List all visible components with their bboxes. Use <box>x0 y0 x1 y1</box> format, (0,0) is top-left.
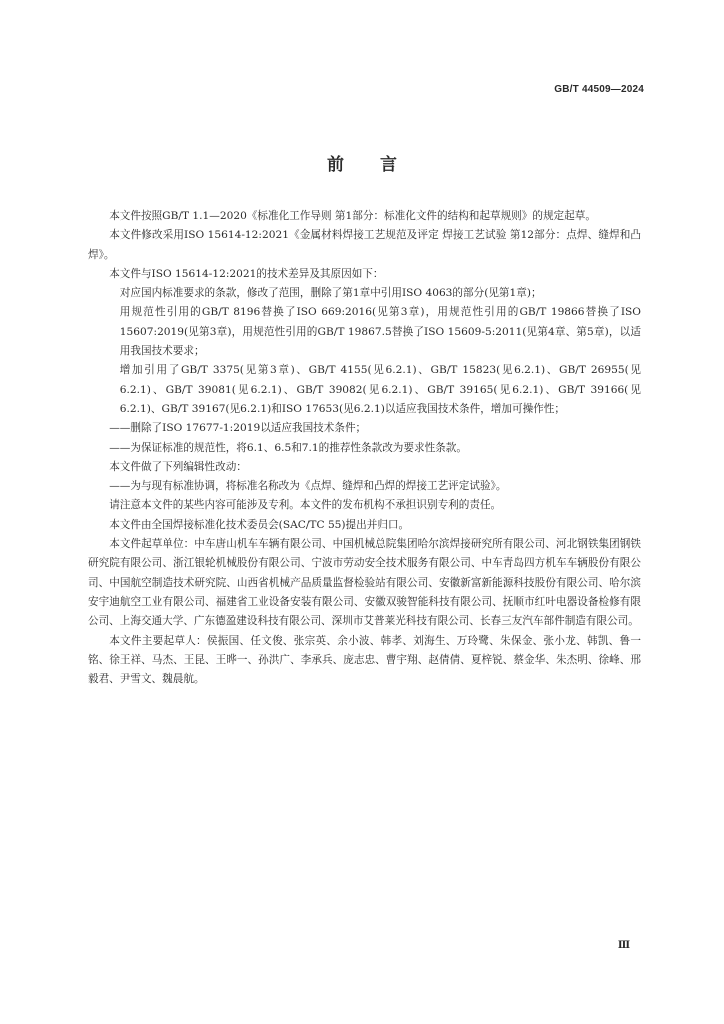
paragraph-editorial-intro: 本文件做了下列编辑性改动： <box>109 460 247 473</box>
paragraph-drafting-units: 本文件起草单位：中车唐山机车车辆有限公司、中国机械总院集团哈尔滨焊接研究所有限公司、河北钢铁集团钢铁研究院有限公司、浙江银轮机械股份有限公司、宁波市劳动安全技术服务有限公司、中车青岛四方机车车辆股份有限公司、中国航空制造技术研究院、山西省机械产品质量监督检验站有限公司、安徽新富新能源科技股份有限公司、哈尔滨安宇迪航空工业有限公司、福建省工业设备安装有限公司、安徽双骏智能科技有限公司、抚顺市红叶电器设备检修有限公司、上海交通大学、广东德盈建设科技有限公司、深圳市艾普莱光科技有限公司、长春三友汽车部件制造有限公司。 <box>88 538 641 628</box>
paragraph-patent-notice: 请注意本文件的某些内容可能涉及专利。本文件的发布机构不承担识别专利的责任。 <box>109 499 502 512</box>
difference-item-scope: 对应国内标准要求的条款，修改了范围，删除了第1章中引用ISO 4063的部分(见第1章)； <box>119 287 542 300</box>
page-number: Ⅲ <box>617 940 630 951</box>
foreword-body <box>88 207 641 689</box>
difference-item-deleted: ——删除了ISO 17677-1:2019以适应我国技术条件； <box>109 422 367 435</box>
paragraph-adoption: 本文件修改采用ISO 15614-12:2021《金属材料焊接工艺规范及评定 焊接工艺试验 第12部分：点焊、缝焊和凸焊》。 <box>88 229 641 261</box>
page-title: 前言 <box>327 155 433 175</box>
paragraph-differences-intro: 本文件与ISO 15614-12:2021的技术差异及其原因如下： <box>109 267 384 280</box>
difference-item-added-references: 增加引用了GB/T 3375(见第3章)、GB/T 4155(见6.2.1)、GB/T 15823(见6.2.1)、GB/T 26955(见6.2.1)、GB/T 39081(见6.2.1)、GB/T 39082(见6.2.1)、GB/T 39165(见6.2.1)、GB/T 39166(见6.2.1)、GB/T 39167(见6.2.1)和ISO 17653(见6.2.1)以适应我国技术条件，增加可操作性； <box>119 364 641 415</box>
paragraph-drafting-rules: 本文件按照GB/T 1.1—2020《标准化工作导则 第1部分：标准化文件的结构和起草规则》的规定起草。 <box>109 210 596 222</box>
difference-item-normative: ——为保证标准的规范性，将6.1、6.5和7.1的推荐性条款改为要求性条款。 <box>109 441 467 454</box>
paragraph-drafters: 本文件主要起草人：侯振国、任文俊、张宗英、余小波、韩孝、刘海生、万玲鹭、朱保金、张小龙、韩凯、鲁一铭、徐王祥、马杰、王昆、王晔一、孙洪广、李承兵、庞志忠、曹宇翔、赵倩倩、夏梓锐、蔡金华、朱杰明、徐峰、邢毅君、尹雪文、魏晨航。 <box>88 634 641 686</box>
standard-number: GB/T 44509—2024 <box>554 84 644 95</box>
difference-item-references: 用规范性引用的GB/T 8196替换了ISO 669:2016(见第3章)，用规范性引用的GB/T 19866替换了ISO 15607:2019(见第3章)，用规范性引用的GB/T 19867.5替换了ISO 15609-5:2011(见第4章、第5章)，以适用我国技术要求； <box>119 306 641 358</box>
paragraph-committee: 本文件由全国焊接标准化技术委员会(SAC/TC 55)提出并归口。 <box>109 518 410 531</box>
editorial-item-title: ——为与现有标准协调，将标准名称改为《点焊、缝焊和凸焊的焊接工艺评定试验》。 <box>109 480 507 493</box>
